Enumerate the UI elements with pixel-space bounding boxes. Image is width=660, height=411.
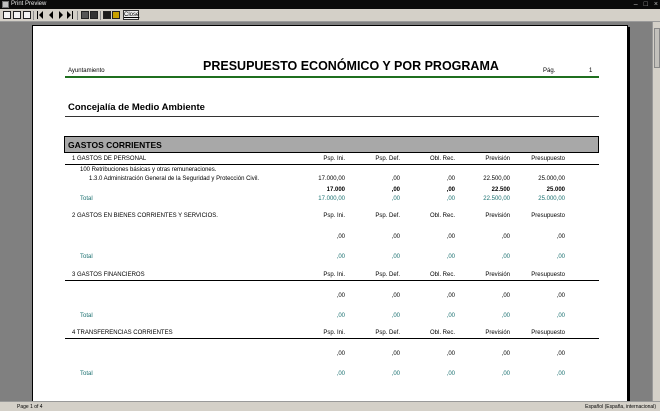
col-psp-ini: Psp. Ini. (323, 156, 345, 162)
scrollbar-thumb[interactable] (654, 28, 660, 68)
cell-value: ,00 (446, 351, 455, 357)
col-obl-rec: Obl. Rec. (429, 213, 455, 219)
section-header (64, 136, 599, 153)
total-value: ,00 (446, 313, 455, 319)
total-value: ,00 (556, 371, 565, 377)
cell-value: ,00 (556, 293, 565, 299)
cell-value: ,00 (336, 234, 345, 240)
status-bar (0, 401, 660, 411)
detail-label: 1.3.0 Administración General de la Seguridad y Protección Civil. (89, 176, 260, 182)
cell-value: ,00 (501, 234, 510, 240)
col-prevision: Previsión (485, 272, 510, 278)
total-label: Total (80, 196, 93, 202)
open-icon[interactable] (112, 11, 120, 19)
total-value: ,00 (501, 254, 510, 260)
cell-value: ,00 (446, 234, 455, 240)
total-label: Total (80, 313, 93, 319)
prev-page-icon[interactable] (48, 11, 56, 19)
total-value: ,00 (556, 254, 565, 260)
group-title: 2 GASTOS EN BIENES CORRIENTES Y SERVICIOS. (72, 213, 218, 219)
close-window-icon[interactable]: × (653, 1, 658, 8)
total-value: ,00 (501, 371, 510, 377)
group-rule (65, 338, 599, 339)
total-value: ,00 (446, 371, 455, 377)
subtotal-value: 17.000 (326, 187, 345, 193)
total-value: ,00 (391, 254, 400, 260)
cell-value: ,00 (336, 351, 345, 357)
total-value: ,00 (336, 371, 345, 377)
group-title: 4 TRANSFERENCIAS CORRIENTES (72, 330, 173, 336)
cell-value: ,00 (501, 351, 510, 357)
vertical-scrollbar[interactable] (652, 22, 660, 401)
next-page-icon[interactable] (57, 11, 65, 19)
zoom-icon[interactable] (23, 11, 31, 19)
cell-value: ,00 (391, 234, 400, 240)
page-label: Pág. (543, 68, 556, 74)
subtotal-value: ,00 (391, 187, 400, 193)
cell-value: ,00 (391, 176, 400, 182)
col-psp-ini: Psp. Ini. (323, 272, 345, 278)
multi-page-icon[interactable] (13, 11, 21, 19)
page-number: 1 (589, 68, 593, 74)
cell-value: 17.000,00 (318, 176, 345, 182)
cell-value: ,00 (446, 293, 455, 299)
total-label: Total (80, 254, 93, 260)
col-obl-rec: Obl. Rec. (429, 156, 455, 162)
col-psp-ini: Psp. Ini. (323, 330, 345, 336)
subtotal-value: 25.000 (546, 187, 565, 193)
col-psp-def: Psp. Def. (375, 156, 400, 162)
report-page (32, 25, 628, 401)
preview-workspace (0, 22, 652, 401)
col-obl-rec: Obl. Rec. (429, 330, 455, 336)
title-bar (0, 0, 660, 9)
total-value: ,00 (336, 254, 345, 260)
col-psp-def: Psp. Def. (375, 330, 400, 336)
col-presupuesto: Presupuesto (531, 272, 565, 278)
col-presupuesto: Presupuesto (531, 330, 565, 336)
maximize-icon[interactable]: □ (643, 1, 648, 8)
subtotal-value: 22.500 (491, 187, 510, 193)
single-page-icon[interactable] (3, 11, 11, 19)
total-value: ,00 (336, 313, 345, 319)
group-title: 3 GASTOS FINANCIEROS (72, 272, 145, 278)
minimize-icon[interactable]: – (633, 1, 638, 8)
total-value: ,00 (391, 196, 400, 202)
total-value: ,00 (391, 371, 400, 377)
total-value: ,00 (391, 313, 400, 319)
header-rule (65, 76, 599, 78)
section-title: GASTOS CORRIENTES (68, 140, 162, 150)
department-rule (65, 116, 599, 117)
col-obl-rec: Obl. Rec. (429, 272, 455, 278)
locale-indicator: Español (España, internacional) (585, 404, 656, 410)
subtotal-value: ,00 (446, 187, 455, 193)
app-icon (2, 1, 9, 8)
cell-value: ,00 (501, 293, 510, 299)
save-icon[interactable] (103, 11, 111, 19)
total-label: Total (80, 371, 93, 377)
subgroup-title: 100 Retribuciones básicas y otras remuneraciones. (80, 167, 217, 173)
print-setup-icon[interactable] (81, 11, 89, 19)
col-prevision: Previsión (485, 330, 510, 336)
department-title: Concejalía de Medio Ambiente (68, 102, 205, 113)
total-value: 17.000,00 (318, 196, 345, 202)
total-value: ,00 (446, 254, 455, 260)
report-title: PRESUPUESTO ECONÓMICO Y POR PROGRAMA (203, 59, 499, 73)
group-rule (65, 164, 599, 165)
cell-value: ,00 (446, 176, 455, 182)
print-icon[interactable] (90, 11, 98, 19)
total-value: 22.500,00 (483, 196, 510, 202)
total-value: 25.000,00 (538, 196, 565, 202)
window-title: Print Preview (11, 1, 47, 7)
group-title: 1 GASTOS DE PERSONAL (72, 156, 147, 162)
cell-value: ,00 (336, 293, 345, 299)
col-psp-def: Psp. Def. (375, 213, 400, 219)
toolbar (0, 9, 660, 22)
cell-value: 25.000,00 (538, 176, 565, 182)
total-value: ,00 (556, 313, 565, 319)
col-prevision: Previsión (485, 213, 510, 219)
cell-value: ,00 (556, 351, 565, 357)
last-page-icon[interactable] (66, 11, 74, 19)
cell-value: ,00 (391, 351, 400, 357)
col-presupuesto: Presupuesto (531, 213, 565, 219)
page-indicator: Page 1 of 4 (17, 404, 43, 410)
total-value: ,00 (446, 196, 455, 202)
window-controls (634, 0, 658, 9)
col-psp-def: Psp. Def. (375, 272, 400, 278)
col-presupuesto: Presupuesto (531, 156, 565, 162)
group-rule (65, 280, 599, 281)
cell-value: 22.500,00 (483, 176, 510, 182)
cell-value: ,00 (391, 293, 400, 299)
cell-value: ,00 (556, 234, 565, 240)
total-value: ,00 (501, 313, 510, 319)
municipality-label: Ayuntamiento (68, 68, 105, 74)
col-psp-ini: Psp. Ini. (323, 213, 345, 219)
first-page-icon[interactable] (37, 11, 45, 19)
close-button[interactable]: Close (124, 12, 140, 18)
col-prevision: Previsión (485, 156, 510, 162)
